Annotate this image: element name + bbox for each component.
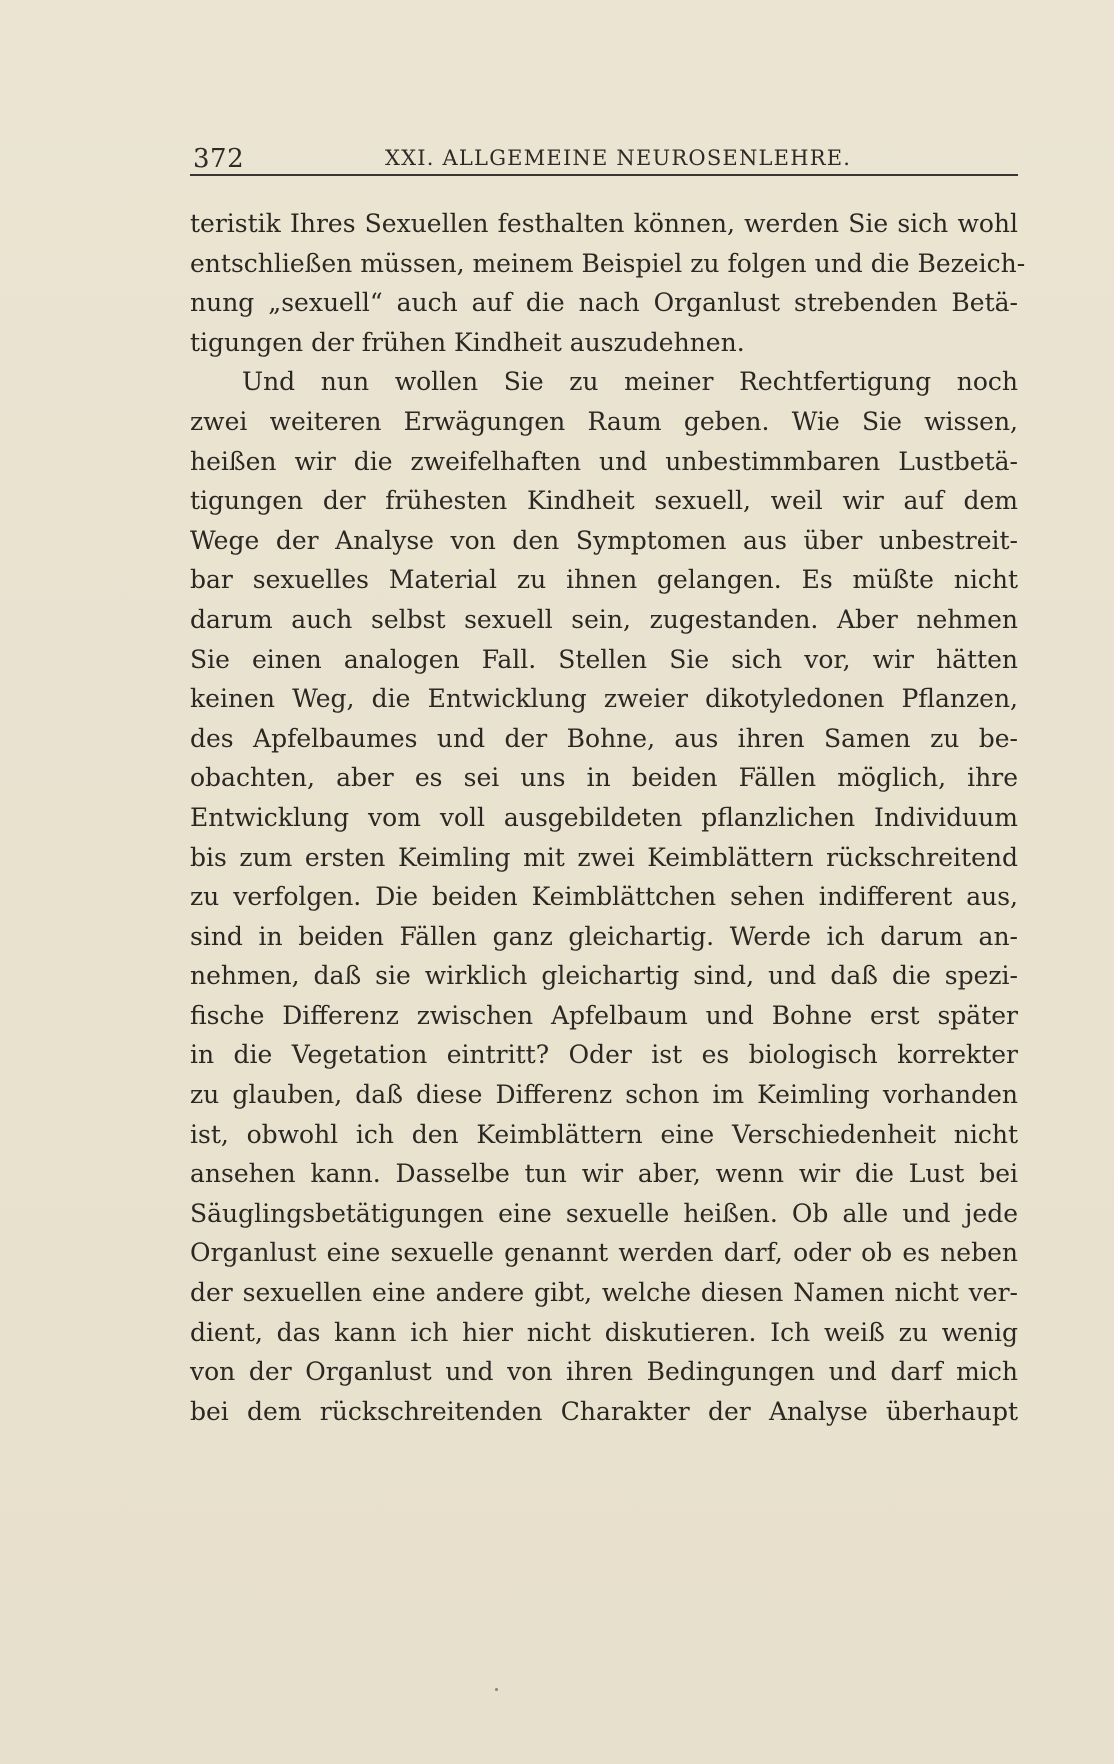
- text-line: heißen wir die zweifelhaften und unbestimmbaren Lustbetä-: [190, 446, 1018, 476]
- text-line: der sexuellen eine andere gibt, welche diesen Namen nicht ver-: [190, 1278, 1018, 1308]
- text-line: Entwicklung vom voll ausgebildeten pflanzlichen Individuum: [190, 802, 1018, 832]
- text-line: zu verfolgen. Die beiden Keimblättchen sehen indifferent aus,: [190, 882, 1018, 912]
- text-line: keinen Weg, die Entwicklung zweier dikotyledonen Pflanzen,: [190, 684, 1018, 714]
- chapter-title: XXI. ALLGEMEINE NEUROSENLEHRE.: [385, 146, 852, 170]
- text-line: tigungen der frühesten Kindheit sexuell, weil wir auf dem: [190, 486, 1018, 516]
- running-head: [190, 140, 1018, 174]
- text-line: Sie einen analogen Fall. Stellen Sie sich vor, wir hätten: [190, 644, 1018, 674]
- text-line: Säuglingsbetätigungen eine sexuelle heißen. Ob alle und jede: [190, 1198, 1018, 1228]
- text-line: sind in beiden Fällen ganz gleichartig. Werde ich darum an-: [190, 921, 1018, 951]
- text-line: bei dem rückschreitenden Charakter der Analyse überhaupt: [190, 1396, 1018, 1426]
- text-line: des Apfelbaumes und der Bohne, aus ihren Samen zu be-: [190, 723, 1018, 753]
- text-line: nehmen, daß sie wirklich gleichartig sind, und daß die spezi-: [190, 961, 1018, 991]
- text-line: Und nun wollen Sie zu meiner Rechtfertigung noch: [242, 367, 1018, 397]
- text-line: teristik Ihres Sexuellen festhalten können, werden Sie sich wohl: [190, 209, 1018, 238]
- text-line: zu glauben, daß diese Differenz schon im Keimling vorhanden: [190, 1080, 1018, 1110]
- text-line: fische Differenz zwischen Apfelbaum und Bohne erst später: [190, 1000, 1018, 1030]
- text-line: Wege der Analyse von den Symptomen aus über unbestreit-: [190, 525, 1018, 555]
- text-line: tigungen der frühen Kindheit auszudehnen.: [190, 327, 745, 357]
- text-line: zwei weiteren Erwägungen Raum geben. Wie Sie wissen,: [190, 406, 1018, 436]
- text-line: von der Organlust und von ihren Bedingungen und darf mich: [190, 1357, 1018, 1387]
- text-line: in die Vegetation eintritt? Oder ist es biologisch korrekter: [190, 1040, 1018, 1070]
- text-line: dient, das kann ich hier nicht diskutieren. Ich weiß zu wenig: [190, 1317, 1018, 1347]
- text-line: nung „sexuell“ auch auf die nach Organlust strebenden Betä-: [190, 288, 1018, 318]
- body-text: [190, 204, 1026, 1431]
- text-line: obachten, aber es sei uns in beiden Fällen möglich, ihre: [190, 763, 1018, 793]
- text-line: bar sexuelles Material zu ihnen gelangen. Es müßte nicht: [190, 565, 1018, 595]
- page-number: 372: [193, 144, 245, 174]
- text-line: bis zum ersten Keimling mit zwei Keimblättern rückschreitend: [190, 842, 1018, 872]
- text-line: entschließen müssen, meinem Beispiel zu folgen und die Bezeich-: [190, 248, 1026, 278]
- text-line: ansehen kann. Dasselbe tun wir aber, wenn wir die Lust bei: [190, 1159, 1018, 1189]
- paper-speck: [495, 1688, 498, 1691]
- text-line: darum auch selbst sexuell sein, zugestanden. Aber nehmen: [190, 604, 1018, 634]
- header-rule: [190, 174, 1018, 176]
- text-line: ist, obwohl ich den Keimblättern eine Verschiedenheit nicht: [190, 1119, 1018, 1149]
- text-line: Organlust eine sexuelle genannt werden darf, oder ob es neben: [190, 1238, 1018, 1268]
